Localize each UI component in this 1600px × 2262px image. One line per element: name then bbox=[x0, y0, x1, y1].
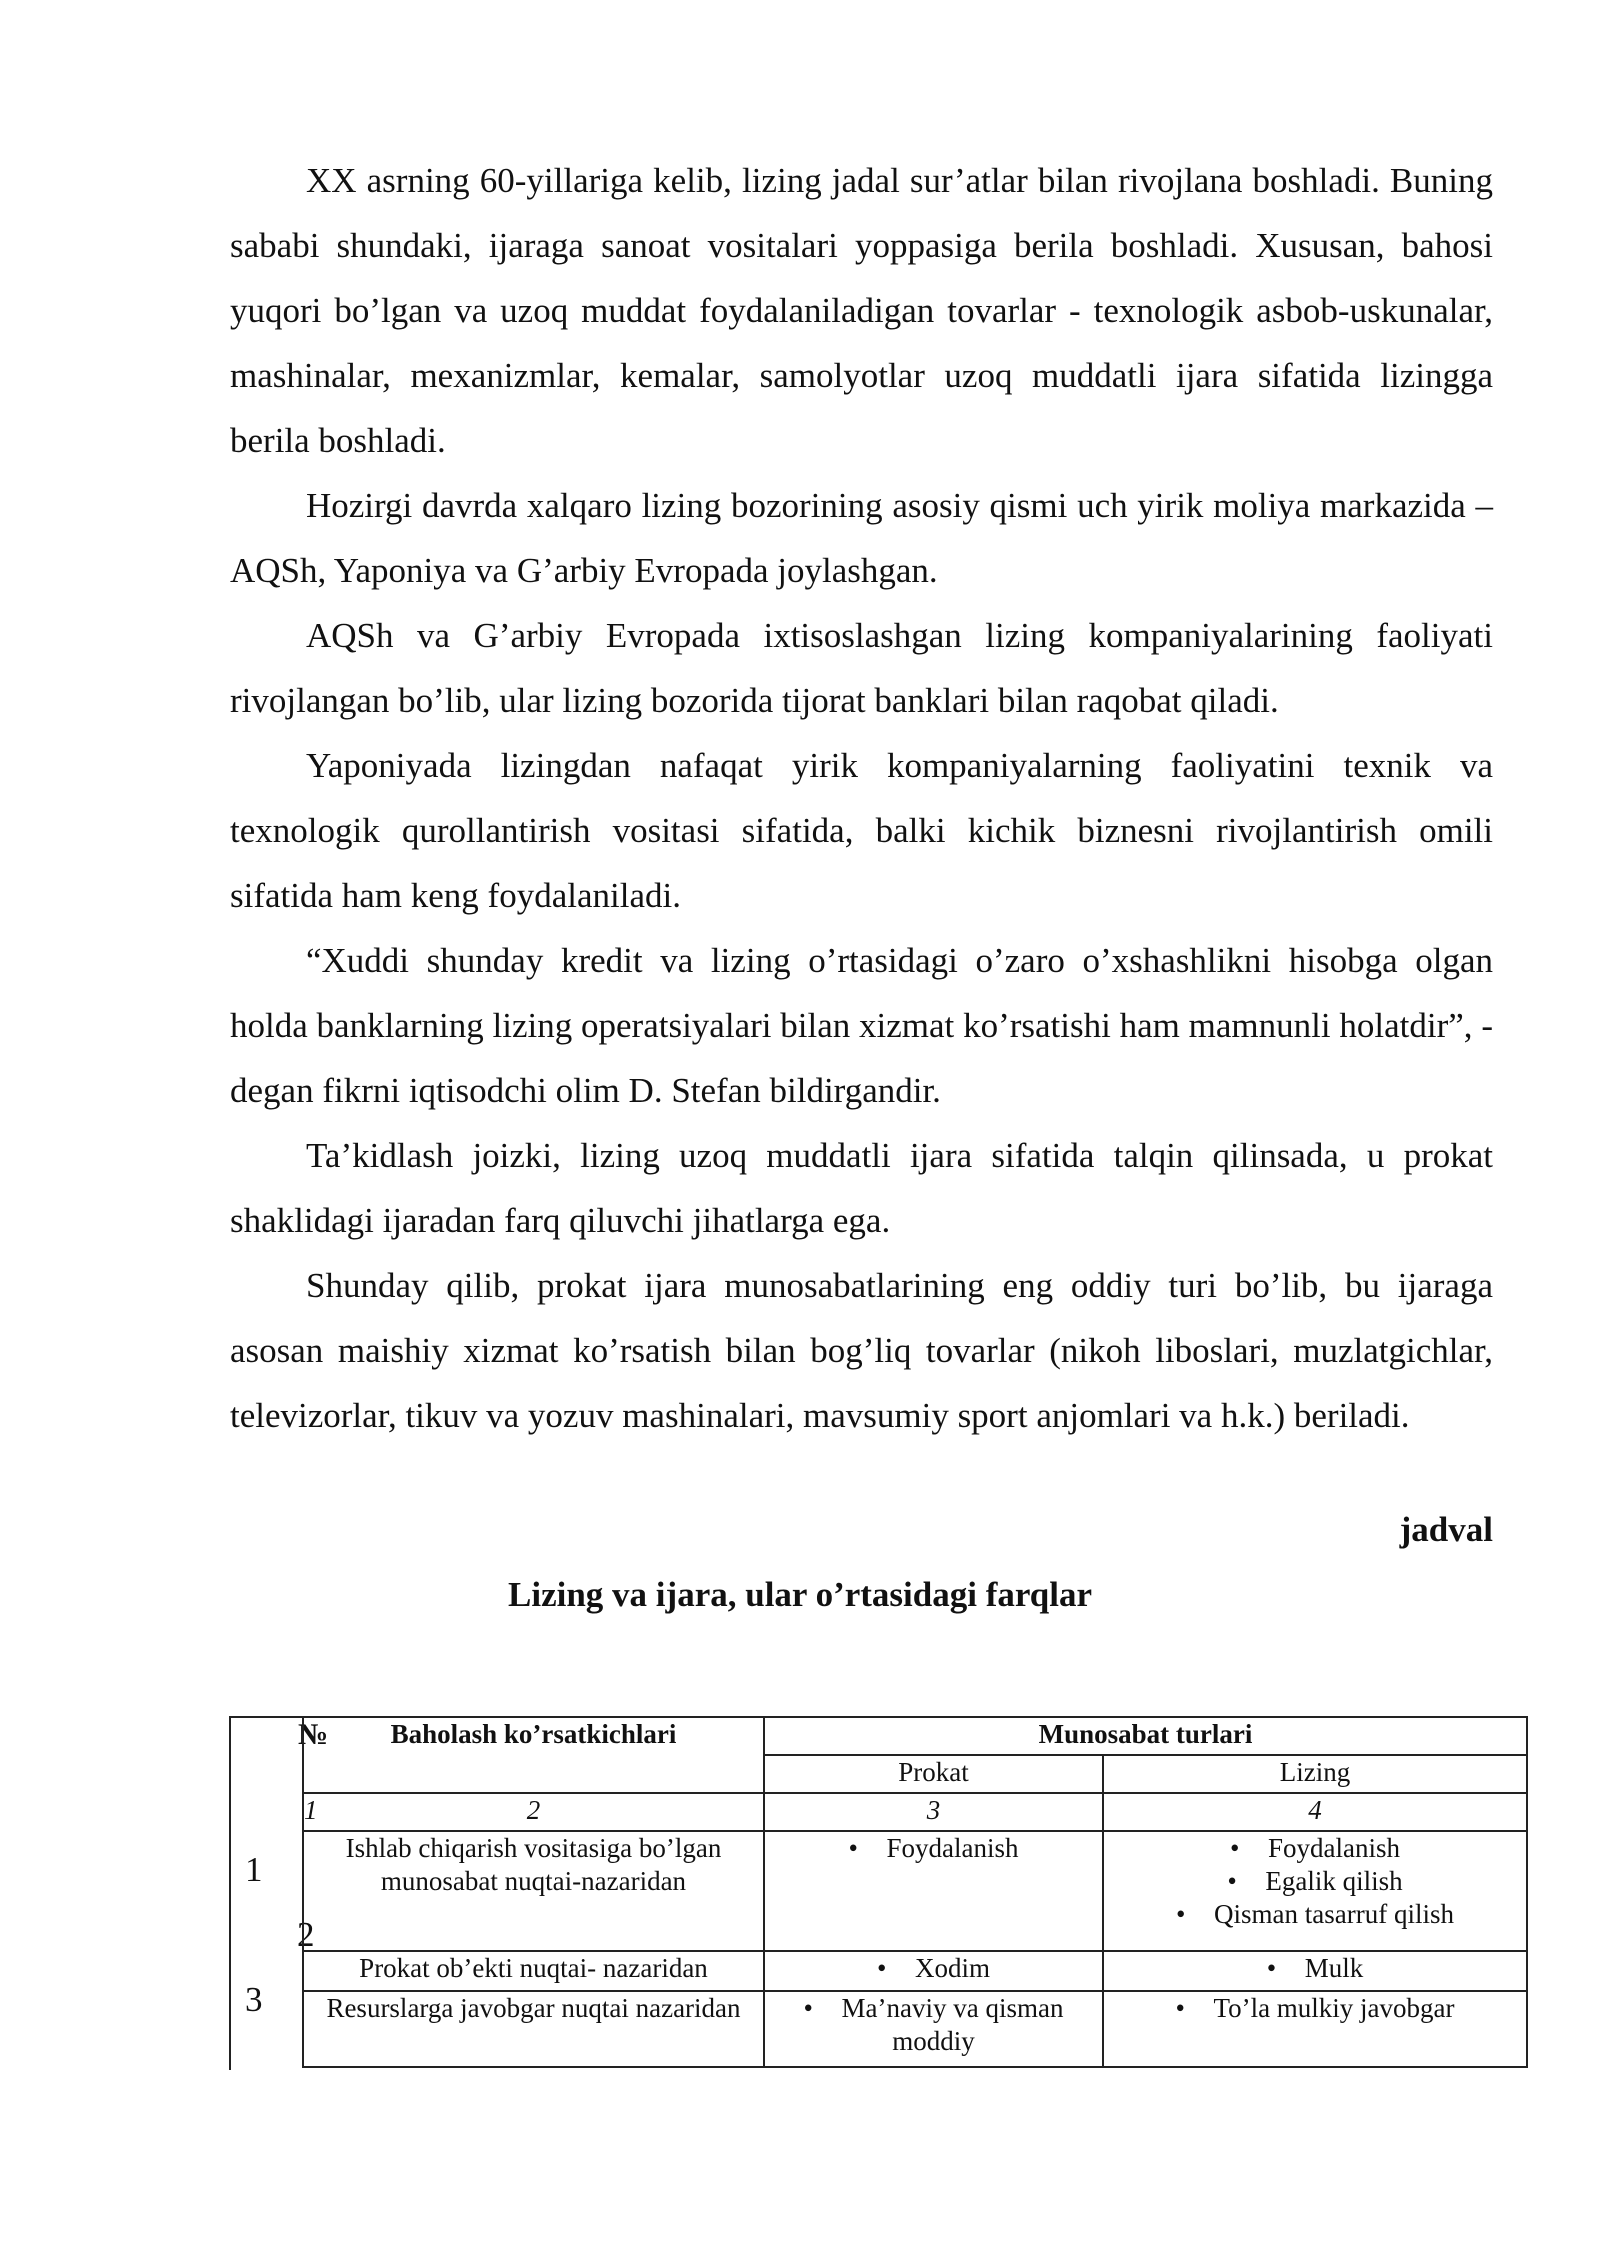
table-cell-prokat bbox=[764, 1831, 1103, 1951]
column-number: 4 bbox=[1103, 1793, 1527, 1831]
list-item: • Ma’naviy va qisman moddiy bbox=[771, 1992, 1096, 2058]
list-item: • Xodim bbox=[771, 1952, 1096, 1985]
number-sign: № bbox=[298, 1718, 329, 1751]
table-cell-indicator: Resurslarga javobgar nuqtai nazaridan bbox=[303, 1991, 764, 2067]
paragraph: Shunday qilib, prokat ijara munosabatlarining eng oddiy turi bo’lib, bu ijaraga asosan maishiy xizmat ko’rsatish bilan bog’liq tovarlar (nikoh liboslari, muzlatgichlar, televizorlar, tikuv va yozuv mashinalari, mavsumiy sport anjomlari va h.k.) beriladi. bbox=[230, 1266, 1493, 1435]
paragraph: AQSh va G’arbiy Evropada ixtisoslashgan lizing kompaniyalarining faoliyati rivojlangan bo’lib, ular lizing bozorida tijorat banklari bilan raqobat qiladi. bbox=[230, 616, 1493, 720]
header-indicators: Baholash ko’rsatkichlari bbox=[303, 1717, 764, 1793]
list-item: • Foydalanish bbox=[1110, 1832, 1520, 1865]
table-cell-prokat bbox=[764, 1951, 1103, 1991]
table-label: jadval bbox=[1399, 1510, 1493, 1549]
header-lizing: Lizing bbox=[1103, 1755, 1527, 1793]
column-number-second: 2 bbox=[526, 1795, 541, 1825]
bullet-list bbox=[771, 1952, 1096, 1985]
list-item: • Mulk bbox=[1110, 1952, 1520, 1985]
table-cell-prokat bbox=[764, 1991, 1103, 2067]
bullet-list bbox=[1110, 1992, 1520, 2025]
paragraph: Hozirgi davrda xalqaro lizing bozorining asosiy qismi uch yirik moliya markazida – AQSh, Yaponiya va G’arbiy Evropada joylashgan. bbox=[230, 486, 1493, 590]
table-cell-lizing bbox=[1103, 1991, 1527, 2067]
column-number bbox=[303, 1793, 764, 1831]
row-number: 1 bbox=[245, 1850, 263, 1889]
row-number: 3 bbox=[245, 1980, 263, 2019]
table-frame-left bbox=[229, 1716, 231, 2070]
list-item: • Egalik qilish bbox=[1110, 1865, 1520, 1898]
table-cell-indicator: Prokat ob’ekti nuqtai- nazaridan bbox=[303, 1951, 764, 1991]
table-cell-lizing bbox=[1103, 1951, 1527, 1991]
paragraph: “Xuddi shunday kredit va lizing o’rtasidagi o’zaro o’xshashlikni hisobga olgan holda banklarning lizing operatsiyalari bilan xizmat ko’rsatishi ham mamnunli holatdir”, - degan fikrni iqtisodchi olim D. Stefan bildirgandir. bbox=[230, 941, 1493, 1110]
paragraph: Ta’kidlash joizki, lizing uzoq muddatli ijara sifatida talqin qilinsada, u prokat shaklidagi ijaradan farq qiluvchi jihatlarga ega. bbox=[230, 1136, 1493, 1240]
header-prokat: Prokat bbox=[764, 1755, 1103, 1793]
comparison-table bbox=[302, 1716, 1528, 2068]
table-cell-indicator: Ishlab chiqarish vositasiga bo’lgan munosabat nuqtai-nazaridan bbox=[303, 1831, 764, 1951]
list-item: • To’la mulkiy javobgar bbox=[1110, 1992, 1520, 2025]
table-frame-top bbox=[229, 1716, 304, 1718]
body-text bbox=[230, 148, 1493, 1448]
bullet-list bbox=[1110, 1832, 1520, 1931]
table-cell-lizing bbox=[1103, 1831, 1527, 1951]
table-title: Lizing va ijara, ular o’rtasidagi farqlar bbox=[508, 1575, 1092, 1614]
column-number: 3 bbox=[764, 1793, 1103, 1831]
row-number: 2 bbox=[297, 1915, 315, 1954]
list-item: • Foydalanish bbox=[771, 1832, 1096, 1865]
list-item: • Qisman tasarruf qilish bbox=[1110, 1898, 1520, 1931]
bullet-list bbox=[771, 1832, 1096, 1865]
bullet-list bbox=[771, 1992, 1096, 2058]
paragraph: Yaponiyada lizingdan nafaqat yirik kompaniyalarning faoliyatini texnik va texnologik qurollantirish vositasi sifatida, balki kichik biznesni rivojlantirish omili sifatida ham keng foydalaniladi. bbox=[230, 746, 1493, 915]
paragraph: XX asrning 60-yillariga kelib, lizing jadal sur’atlar bilan rivojlana boshladi. Buning sababi shundaki, ijaraga sanoat vositalari yoppasiga berila boshladi. Xususan, bahosi yuqori bo’lgan va uzoq muddat foydalaniladigan tovarlar - texnologik asbob-uskunalar, mashinalar, mexanizmlar, kemalar, samolyotlar uzoq muddatli ijara sifatida lizingga berila boshladi. bbox=[230, 161, 1493, 460]
bullet-list bbox=[1110, 1952, 1520, 1985]
column-number-first: 1 bbox=[304, 1795, 318, 1825]
header-relation-types: Munosabat turlari bbox=[764, 1717, 1527, 1755]
